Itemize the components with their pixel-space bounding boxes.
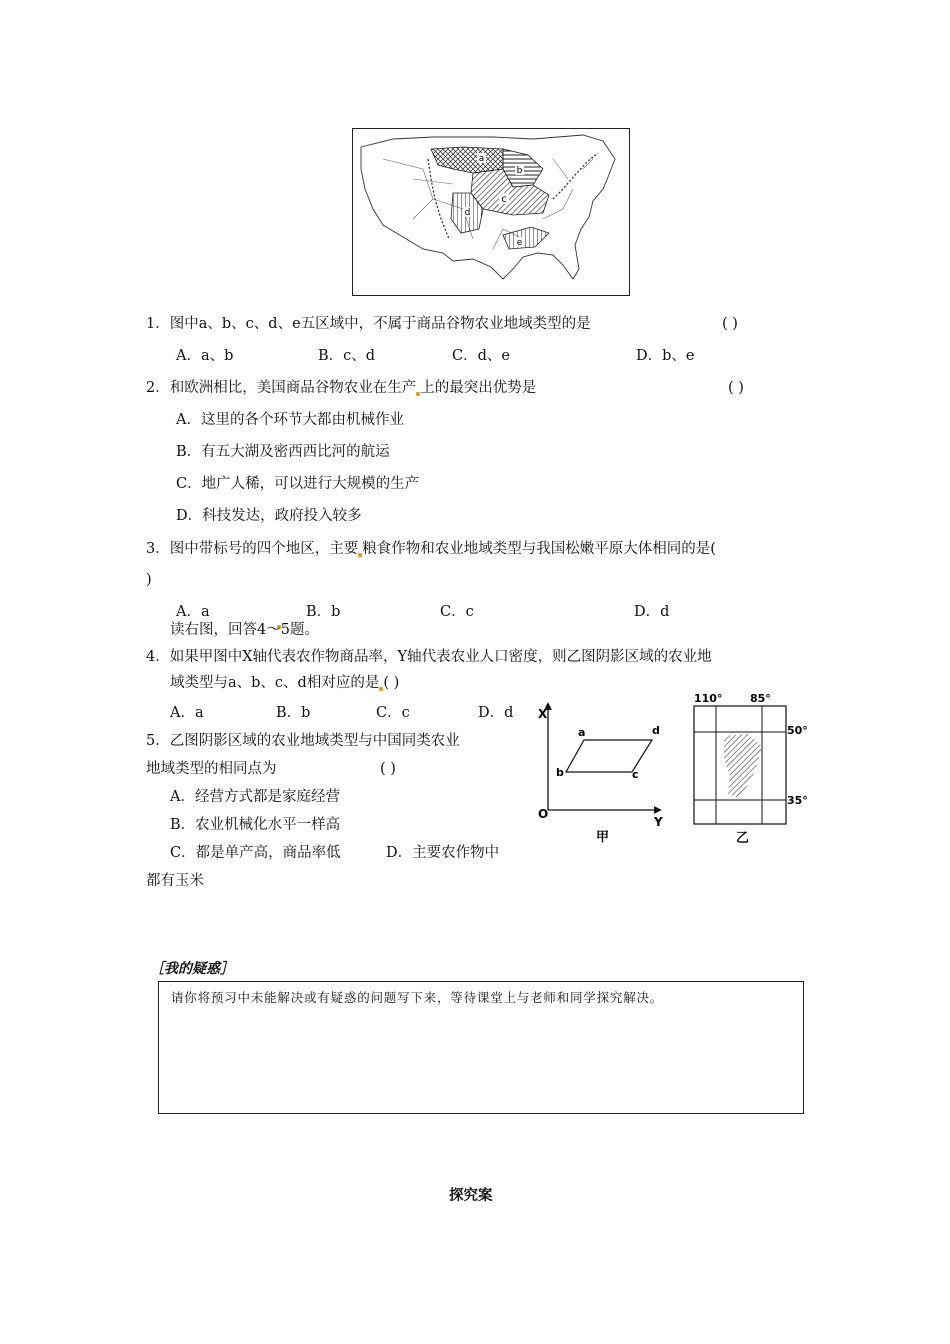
option-b: B．b [306,604,341,620]
region-a-area [431,147,503,173]
region-label-c: c [501,194,507,205]
point-b-label: b [556,766,564,779]
section-heading: 探究案 [449,1188,493,1204]
question-5-line2: 地域类型的相同点为 [146,761,277,777]
latitude-label-35: 35° [787,794,808,807]
question-text: 图中a、b、c、d、e五区域中，不属于商品谷物农业地域类型的是 [169,316,591,332]
question-text-part2: 上的最突出优势是 [420,380,537,396]
option-b: B．b [276,705,311,721]
option-c: C．c [376,705,410,721]
question-number: 3． [146,541,170,557]
option-a: A．经营方式都是家庭经营 [170,789,340,805]
doubt-prompt: 请你将预习中未能解决或有疑惑的问题写下来，等待课堂上与老师和同学探究解决。 [171,990,664,1005]
option-d: D．d [634,604,670,620]
reading-instruction: 读右图，回答4～5题。 [170,622,319,638]
region-label-b: b [516,166,523,176]
option-a: A．这里的各个环节大都由机械作业 [176,412,404,428]
region-label-e: e [516,238,523,248]
option-d: D．科技发达，政府投入较多 [176,508,362,524]
option-a: A．a [176,604,210,620]
answer-bracket: ( ) [728,380,744,396]
option-a: A．a [170,705,204,721]
latitude-label-50: 50° [787,724,808,737]
doubt-section-title: ［我的疑惑］ [150,961,234,977]
longitude-label-85: 85° [750,692,771,705]
question-2 [146,378,536,398]
question-text-part2: 粮食作物和农业地域类型与我国松嫩平原大体相同的是( [362,541,716,557]
graph-yi-drawing [690,690,820,850]
question-text-line1: 乙图阴影区域的农业地域类型与中国同类农业 [169,733,460,749]
option-c: C．d、e [452,348,510,364]
option-b: B．农业机械化水平一样高 [170,817,341,833]
option-d-continued: 都有玉米 [146,873,204,889]
question-text-part1: 和欧洲相比，美国商品谷物农业在生产 [169,380,417,396]
region-e-area [503,227,549,249]
option-d: D．b、e [636,348,695,364]
answer-bracket: ( ) [383,675,400,691]
question-number: 2． [146,380,170,396]
question-1 [146,314,591,334]
option-b: B．c、d [318,348,376,364]
option-b: B．有五大湖及密西西比河的航运 [176,444,390,460]
question-3-bracket-close: ) [146,572,152,588]
point-c-label: c [632,768,639,781]
shaded-region [724,734,762,798]
y-axis-label: Y [654,815,663,829]
option-d: D．主要农作物中 [386,845,500,861]
point-a-label: a [578,726,586,739]
origin-label: O [538,807,549,821]
region-label-d: d [464,208,471,218]
question-number: 5． [146,733,170,749]
question-text-line2: 域类型与a、b、c、d相对应的是 [170,675,380,691]
region-label-a: a [478,154,485,164]
answer-bracket: ( ) [380,761,396,777]
doubt-writing-box[interactable] [158,981,804,1114]
graph-jia-drawing [534,696,674,848]
point-d-label: d [652,724,660,737]
graph-yi-caption: 乙 [736,831,750,846]
question-number: 4． [146,649,170,665]
question-4-line2 [170,673,399,693]
graph-yi [690,690,820,850]
usa-agriculture-map [352,128,630,296]
question-3 [146,539,716,559]
question-text-part1: 图中带标号的四个地区，主要 [169,541,359,557]
option-c: C．都是单产高，商品率低 [170,845,341,861]
parallelogram [566,740,652,772]
answer-bracket: ( ) [722,316,738,332]
option-d: D．d [478,705,514,721]
question-5 [146,731,460,751]
option-c: C．c [440,604,474,620]
usa-map-drawing [353,129,628,294]
graph-jia [534,696,674,848]
option-a: A．a、b [176,348,234,364]
longitude-label-110: 110° [694,692,723,705]
question-number: 1． [146,316,170,332]
graph-jia-caption: 甲 [596,830,610,845]
question-text-line1: 如果甲图中X轴代表农作物商品率，Y轴代表农业人口密度，则乙图阴影区域的农业地 [169,649,712,665]
option-c: C．地广人稀，可以进行大规模的生产 [176,476,420,492]
x-axis-label: X [538,707,548,721]
question-4 [146,647,712,667]
